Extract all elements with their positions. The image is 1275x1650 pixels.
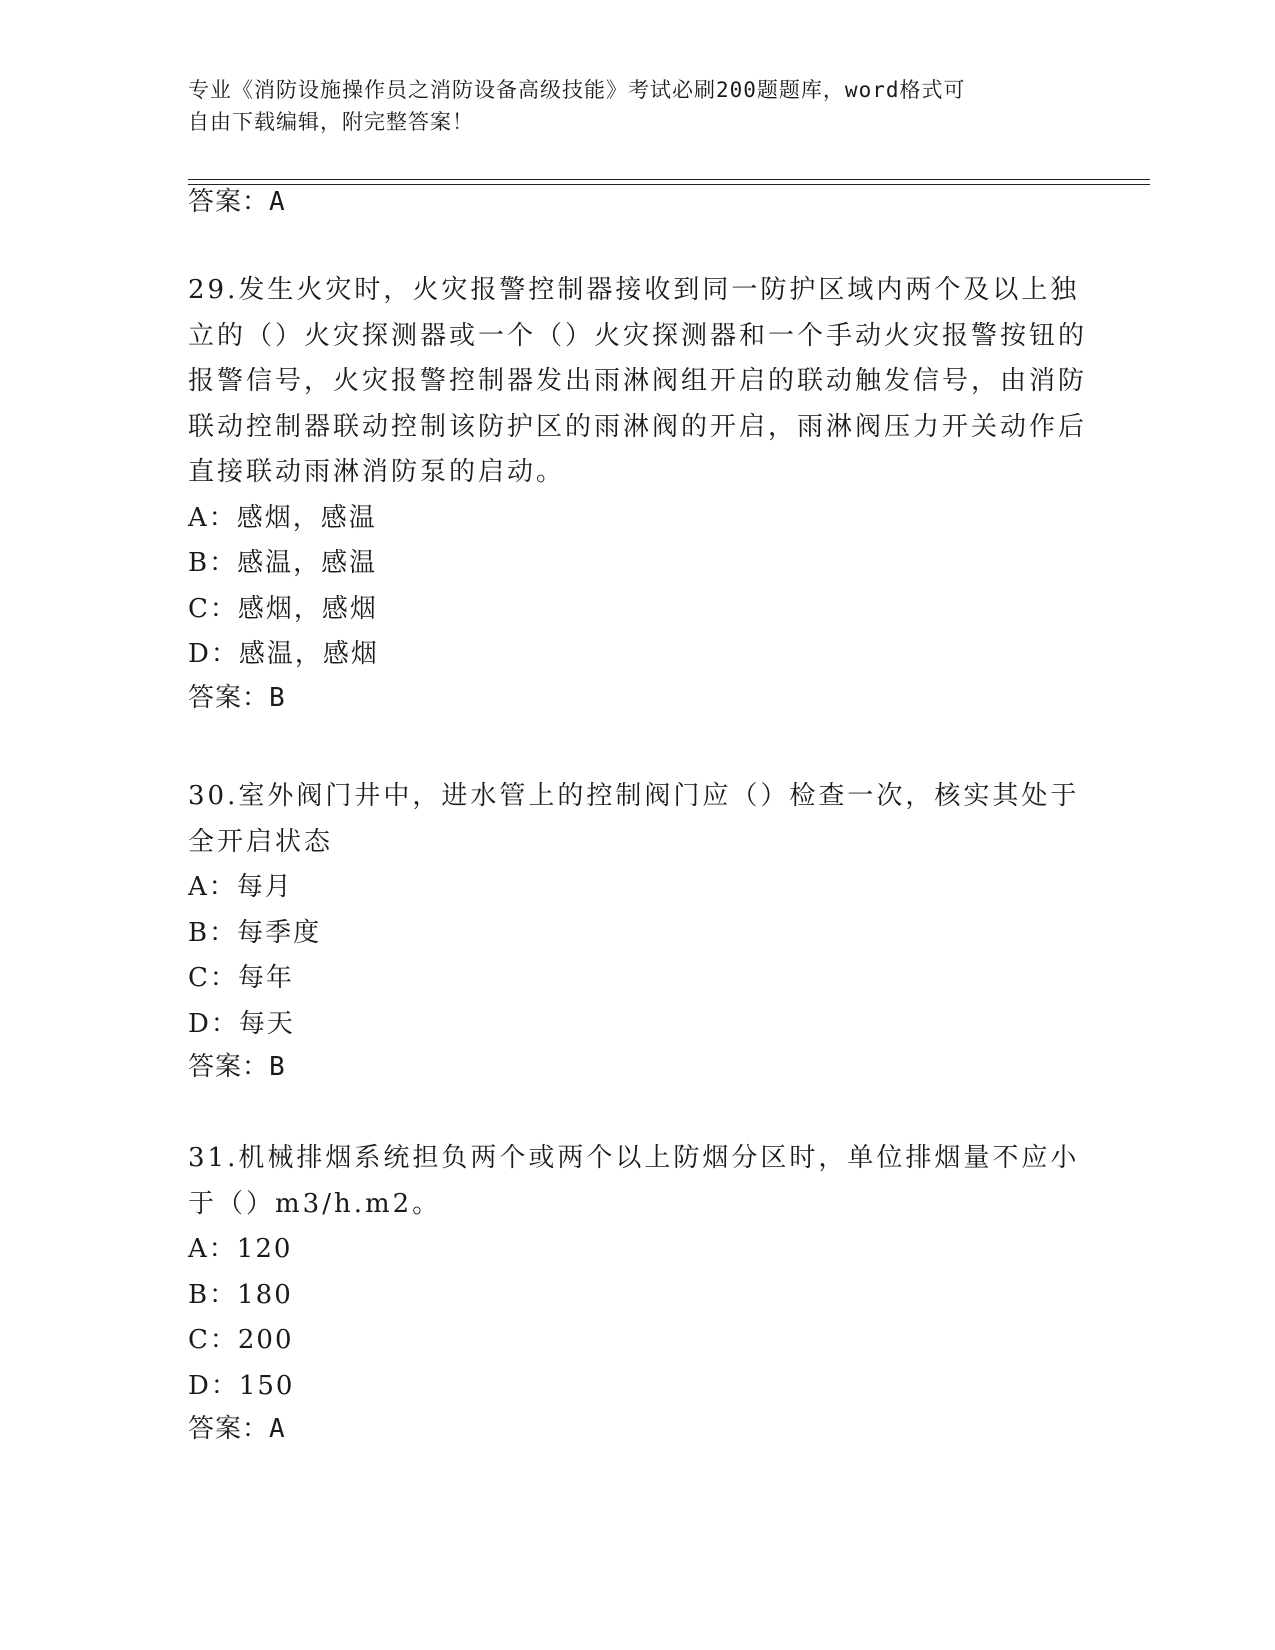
question-stem: 29.发生火灾时，火灾报警控制器接收到同一防护区域内两个及以上独立的（）火灾探测器或一个（）火灾探测器和一个手动火灾报警按钮的报警信号，火灾报警控制器发出雨淋阀组开启的联动触发信号，由消防联动控制器联动控制该防护区的雨淋阀的开启，雨淋阀压力开关动作后直接联动雨淋消防泵的启动。 <box>188 275 1088 487</box>
header-line-1: 专业《消防设施操作员之消防设备高级技能》考试必刷200题题库，word格式可 <box>188 78 966 102</box>
header-rule-top <box>188 179 1150 180</box>
answer: 答案：A <box>188 1414 286 1444</box>
question-31 <box>188 1136 1088 1449</box>
option-b: B：感温，感温 <box>188 548 378 578</box>
answer: 答案：B <box>188 1052 286 1082</box>
option-c: C：每年 <box>188 963 294 993</box>
question-30 <box>188 774 1088 1087</box>
option-a: A：120 <box>188 1234 293 1264</box>
previous-answer: 答案：A <box>188 187 286 217</box>
option-c: C：200 <box>188 1325 294 1355</box>
option-b: B：每季度 <box>188 917 322 948</box>
question-stem: 31.机械排烟系统担负两个或两个以上防烟分区时，单位排烟量不应小于（）m3/h.m2。 <box>188 1143 1080 1219</box>
header-line-2: 自由下载编辑，附完整答案！ <box>188 110 474 134</box>
option-d: D：每天 <box>188 1008 295 1039</box>
document-header <box>188 74 1068 138</box>
option-a: A：每月 <box>188 872 293 902</box>
option-c: C：感烟，感烟 <box>188 593 378 624</box>
answer: 答案：B <box>188 682 286 713</box>
option-d: D：150 <box>188 1370 295 1401</box>
option-b: B：180 <box>188 1279 293 1310</box>
option-d: D：感温，感烟 <box>188 639 379 669</box>
question-stem: 30.室外阀门井中，进水管上的控制阀门应（）检查一次，核实其处于全开启状态 <box>188 781 1080 857</box>
option-a: A：感烟，感温 <box>188 502 377 533</box>
question-29 <box>188 268 1088 718</box>
